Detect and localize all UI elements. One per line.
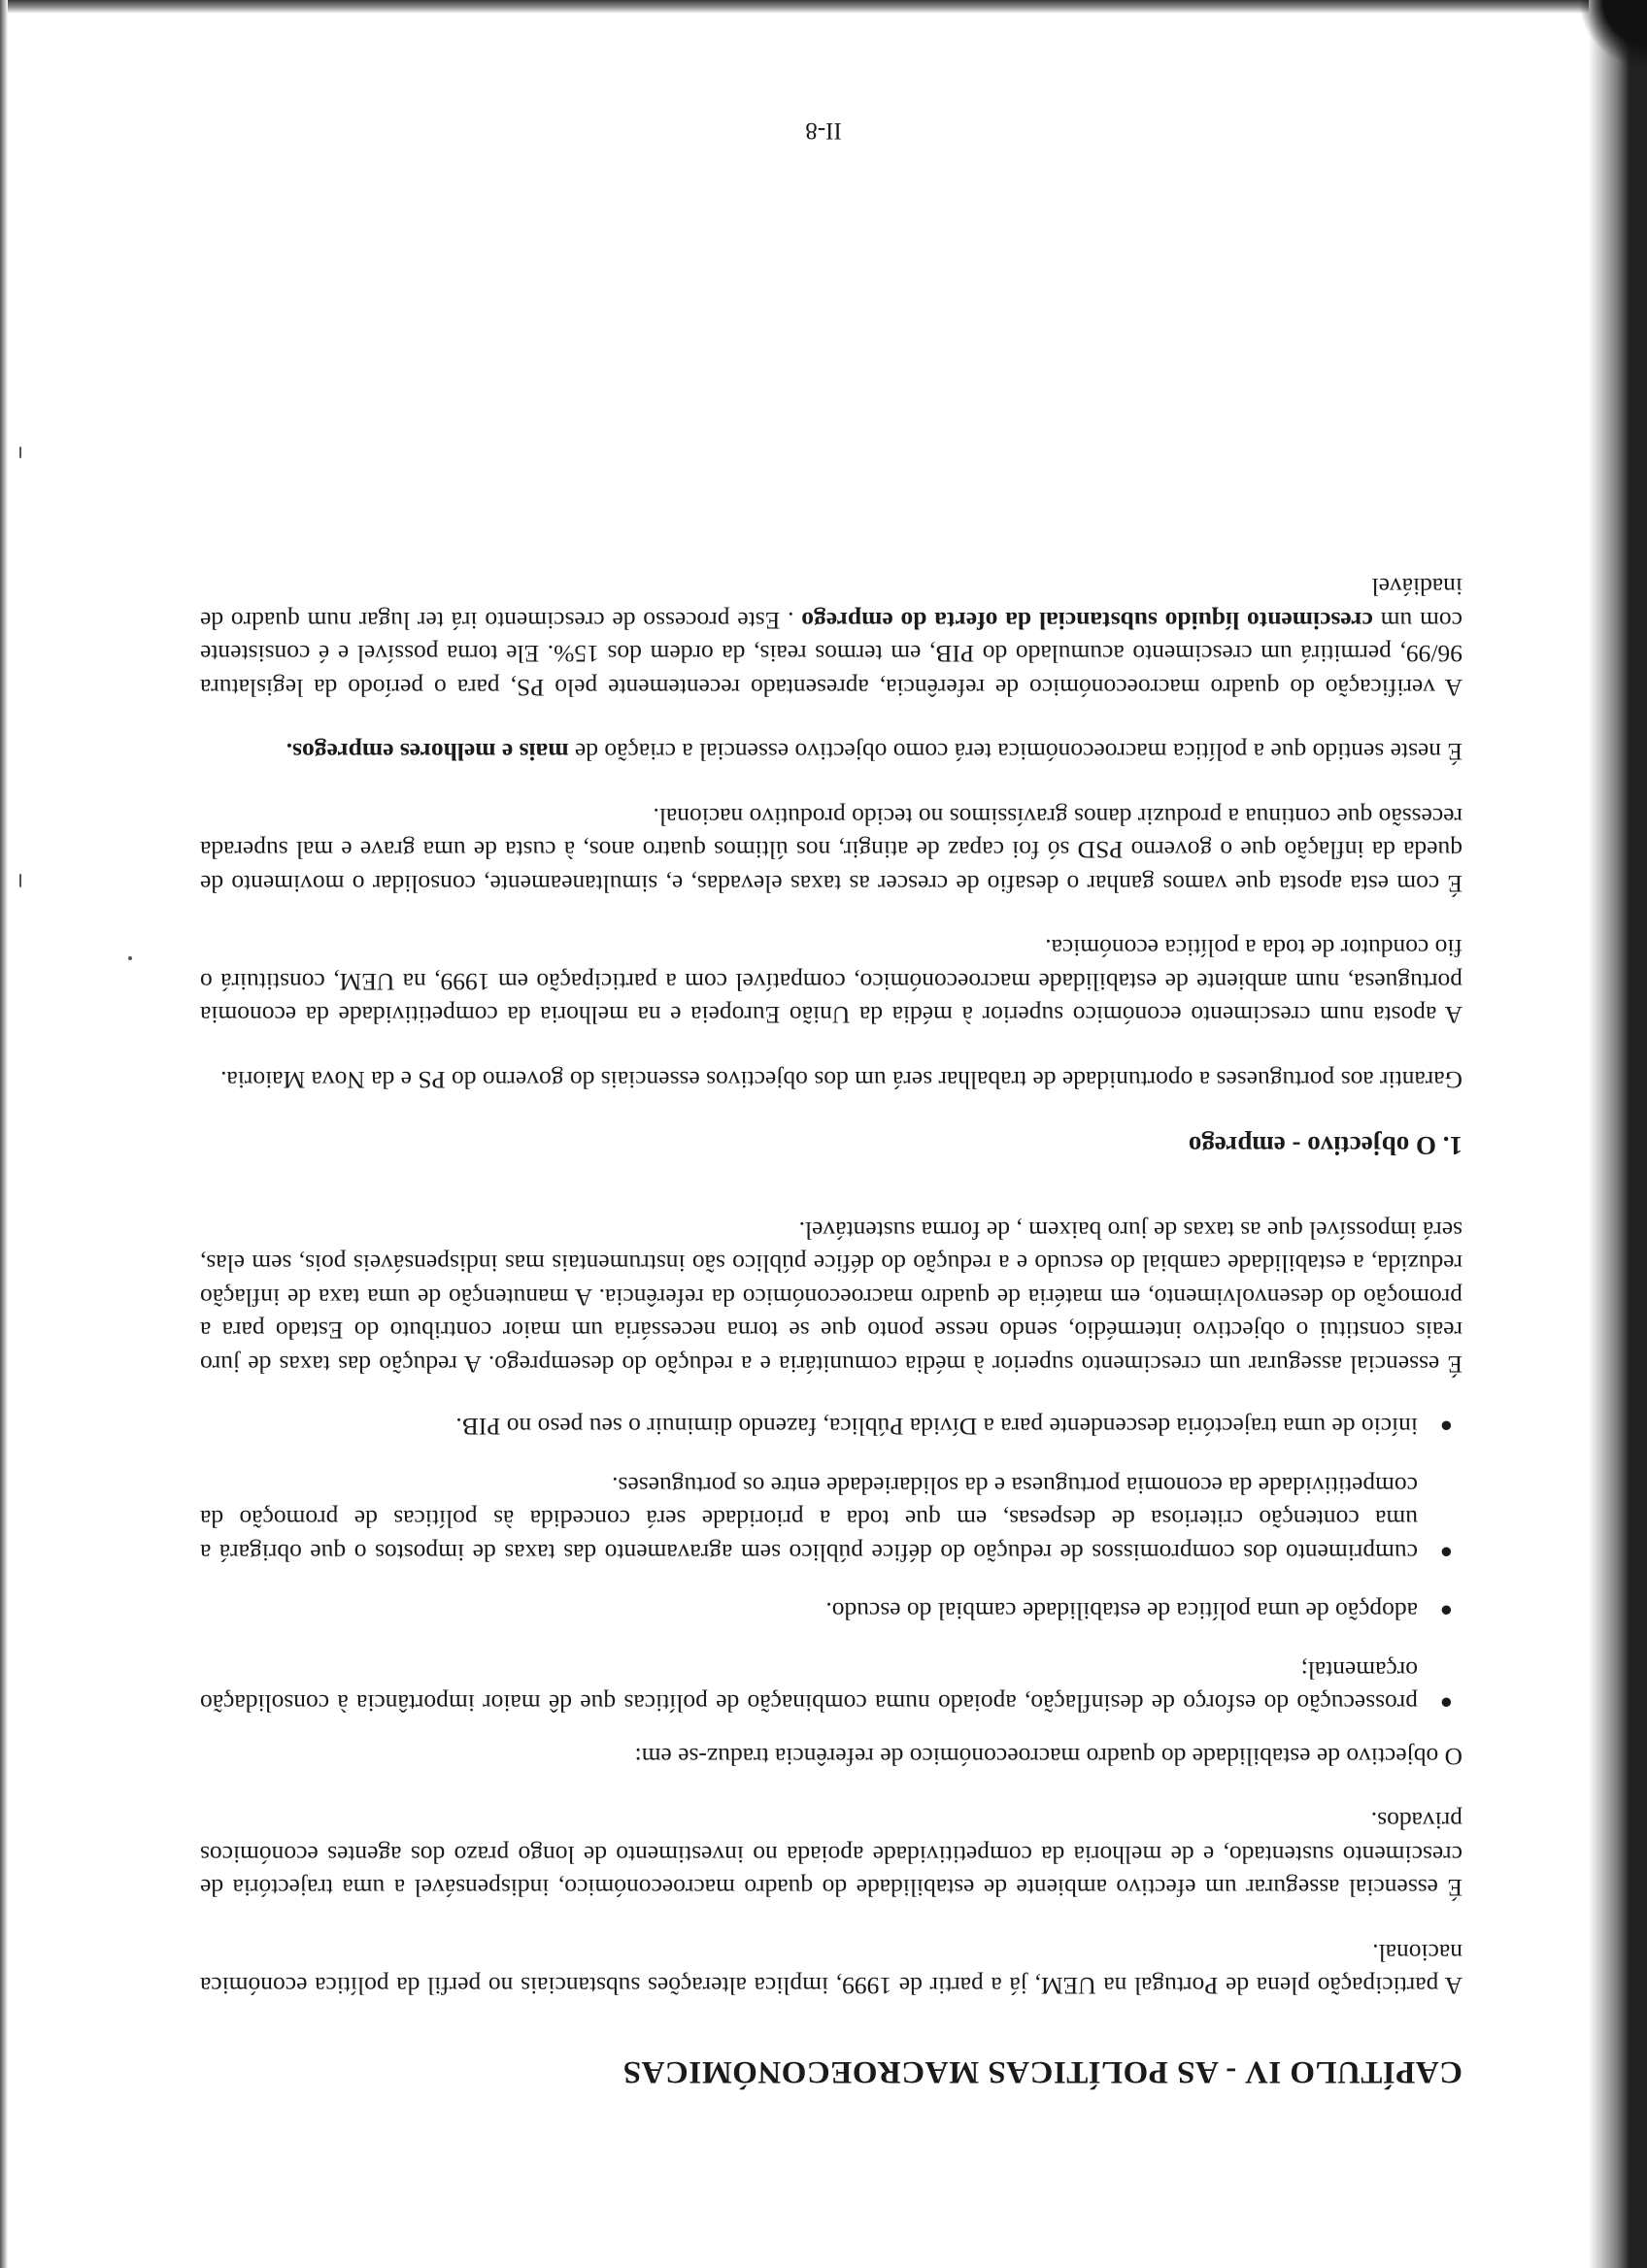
list-item <box>200 1410 1462 1444</box>
list-item-text: cumprimento dos compromissos de redução do défice público sem agravamento das taxas de impostos o que obrigará a uma contenção criteriosa de despesas, em que toda a prioridade será concedida às políticas de promoção da competitividade da economia portuguesa e da solidariedade entre os portugueses. <box>200 1472 1418 1567</box>
framework-paragraph <box>200 570 1462 704</box>
employment-goal-emphasis: mais e melhores empregos. <box>286 738 569 767</box>
objective-lead-paragraph: O objectivo de estabilidade do quadro macroeconómico de referência traduz-se em: <box>634 1743 1462 1771</box>
framework-paragraph-text: A verificação do quadro macroeconómico de referência, apresentado recentemente pelo PS, para o período da legislatura 96/99, permitirá um crescimento acumulado do PIB, em termos reais, da ordem dos 15%. Ele torna possível e é consistente com um <box>200 607 1462 702</box>
growth-emphasis: crescimento líquido substancial da oferta do emprego <box>801 607 1373 635</box>
list-item <box>200 1469 1462 1570</box>
stability-paragraph: É essencial assegurar um efectivo ambiente de estabilidade do quadro macroeconómico, indispensável a uma trajectória de crescimento sustentado, e de melhoria da competitividade apoiada no investimento de longo prazo dos agentes económicos privados. <box>200 1807 1462 1903</box>
growth-paragraph: É essencial assegurar um crescimento superior à média comunitária e a redução do desemprego. A redução das taxas de juro reais constitui o objectivo intermédio, sendo nesse ponto que se torna necessária um maior contributo do Estado para a promoção do desenvolvimento, em matéria de quadro macroeconómico da referência. A manutenção de uma taxa de inflação reduzida, a estabilidade cambial do escudo e a redução do défice público são instrumentais mas indispensáveis pois, sem elas, será impossível que as taxas de juro baixem , de forma sustentável. <box>200 1217 1462 1379</box>
employment-paragraph-2: A aposta num crescimento económico superior à média da União Europeia e na melhoria da competitividade da economia portuguesa, num ambiente de estabilidade macroeconómico, compatível com a participação em 1999, na UEM, constituirá o fio condutor de toda a política económica. <box>200 934 1462 1030</box>
list-item-text: adopção de uma política de estabilidade cambial do escudo. <box>825 1597 1418 1626</box>
list-item <box>200 1594 1462 1628</box>
employment-paragraph-4 <box>200 735 1462 769</box>
bullet-icon: ● <box>1439 1541 1453 1565</box>
employment-paragraph-4-text: É neste sentido que a política macroeconómica terá como objectivo essencial a criação de <box>568 738 1462 767</box>
framework-paragraph-end: . Este processo de crescimento irá ter lugar num quadro de inadiável <box>200 573 1462 635</box>
list-item-text: início de uma trajectória descendente para a Dívida Pública, fazendo diminuir o seu peso no PIB. <box>455 1413 1418 1442</box>
bullet-icon: ● <box>1439 1415 1453 1440</box>
intro-paragraph: A participação plena de Portugal na UEM, já a partir de 1999, implica alterações substanciais no perfil da política económica nacional. <box>200 1939 1462 2001</box>
section-heading: 1. O objectivo - emprego <box>1188 1131 1462 1161</box>
objective-bullet-list <box>200 1410 1462 1720</box>
list-item-text: prossecução do esforço de desinflação, apoiado numa combinação de políticas que dê maior importância à consolidação orçamental; <box>200 1656 1418 1718</box>
bullet-icon: ● <box>1439 1599 1453 1624</box>
bullet-icon: ● <box>1439 1691 1453 1717</box>
page-content <box>200 539 1462 2088</box>
page-number: II-8 <box>805 117 842 144</box>
employment-paragraph-1: Garantir aos portugueses a oportunidade de trabalhar será um dos objectivos essenciais do governo do PS e da Nova Maioria. <box>220 1066 1462 1094</box>
chapter-title: CAPÍTULO IV - AS POLÍTICAS MACROECONÓMICAS <box>622 2054 1462 2089</box>
employment-paragraph-3: É com esta aposta que vamos ganhar o desafio de crescer as taxas elevadas, e, simultaneamente, consolidar o movimento de queda da inflação que o governo PSD só foi capaz de atingir, nos últimos quatro anos, à custa de uma grave e mal superada recessão que continua a produzir danos gravíssimos no tecido produtivo nacional. <box>200 803 1462 898</box>
list-item <box>200 1653 1462 1720</box>
